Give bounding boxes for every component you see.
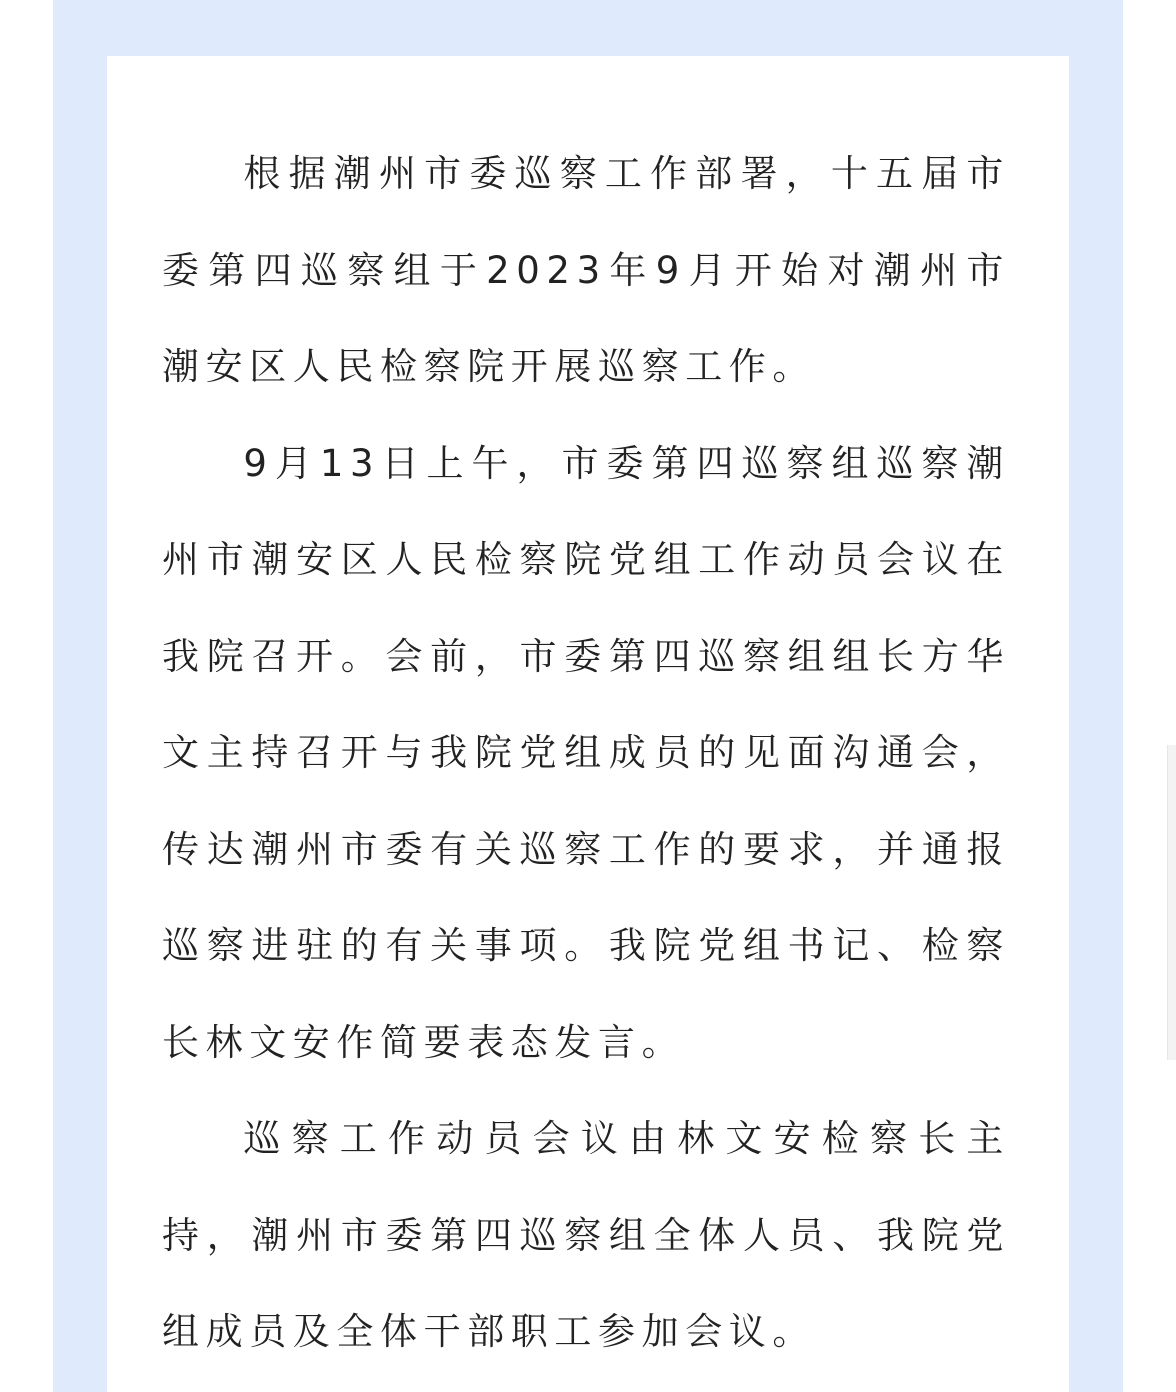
article-paragraph-3: 巡察工作动员会议由林文安检察长主持，潮州市委第四巡察组全体人员、我院党组成员及全体干部职工参加会议。 — [162, 1117, 1010, 1353]
article-paragraph-2: 9月13日上午，市委第四巡察组巡察潮州市潮安区人民检察院党组工作动员会议在我院召开。会前，市委第四巡察组组长方华文主持召开与我院党组成员的见面沟通会，传达潮州市委有关巡察工作的要求，并通报巡察进驻的有关事项。我院党组书记、检察长林文安作简要表态发言。 — [162, 441, 1010, 1064]
article-body — [162, 126, 1010, 1381]
article-paragraph-1: 根据潮州市委巡察工作部署，十五届市委第四巡察组于2023年9月开始对潮州市潮安区人民检察院开展巡察工作。 — [162, 152, 1010, 388]
scrollbar-track[interactable] — [1167, 745, 1176, 1060]
